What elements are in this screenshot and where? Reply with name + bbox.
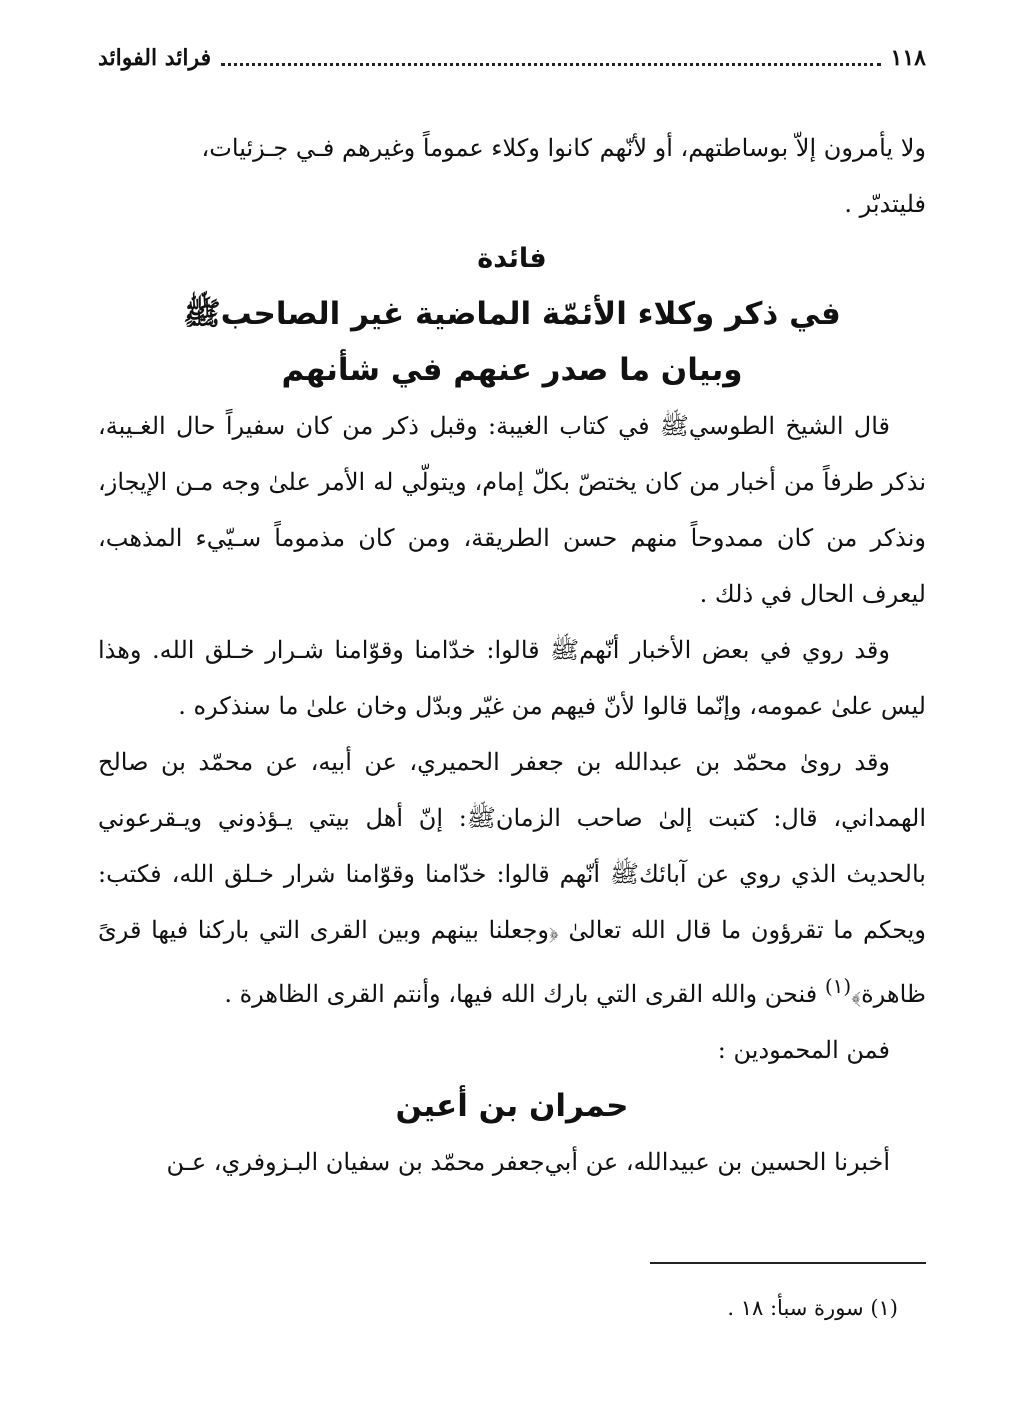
paragraph-tusi: قال الشيخ الطوسي‌ﷺ في كتاب الغيبة: وقبل ذكر من كان سفيراً حال الغـيبة، نذكر طرفاً من أخبار من كان يختصّ بكلّ إمام، ويتولّي له الأمر علىٰ وجه مـن الإيجاز، ونذكر من كان ممدوحاً منهم حسن الطريقة، ومن كان مذموماً سـيّيء المذهب، ليعرف الحال في ذلك . (98, 412, 927, 608)
section-label: فائدة (477, 243, 547, 274)
paragraph-narration: وقد روي في بعض الأخبار أنّهم‌ﷺ قالوا: خدّامنا وقوّامنا شـرار خـلق الله. وهذا ليس علىٰ عمومه، وإنّما قالوا لأنّ فيهم من غيّر وبدّل وخان علىٰ ما سنذكره . (98, 636, 926, 720)
subsection-title: حمران بن أعين (395, 1088, 629, 1124)
section-title-line-2: وبيان ما صدر عنهم في شأنهم (281, 352, 743, 388)
footnote-reference[interactable]: (١) (824, 974, 852, 998)
dot-leader (221, 51, 880, 66)
paragraph-humran: أخبرنا الحسين بن عبيدالله، عن أبي‌جعفر محمّد بن سفيان البـزوفري، عـن (166, 1148, 890, 1176)
footnote: (١) سورة سبأ: ١٨ . (727, 1296, 898, 1320)
page-number: ١١٨ (890, 45, 926, 71)
paragraph-himyari-tail: فنحن والله القرى التي بارك الله فيها، وأنتم القرى الظاهرة . (224, 980, 825, 1008)
praised-intro: فمن المحمودين : (717, 1036, 890, 1064)
footnote-divider (650, 1262, 926, 1264)
running-header (98, 38, 926, 78)
paragraph-himyari-text: وقد روىٰ محمّد بن عبدالله بن جعفر الحميري، عن أبيه، عن محمّد بن صالح الهمداني، قال: كتبت إلىٰ صاحب الزمان‌ﷺ: إنّ أهل بيتي يـؤذوني ويـقرعوني بالحديث الذي روي عن آبائك‌ﷺ أنّهم قالوا: خدّامنا وقوّامنا شرار خـلق الله، فكتب: ويحكم ما تقرؤون ما قال الله تعالىٰ ﴿وجعلنا بينهم وبين القرى التي باركنا فيها قرىً ظاهرة﴾ (98, 748, 926, 1008)
intro-line: ولا يأمرون إلاّ بوساطتهم، أو لأنّهم كانوا وكلاء عموماً وغيرهم فـي جـزئيات، (201, 134, 926, 162)
paragraph-himyari (98, 734, 926, 1022)
intro-line-end: فليتدبّر . (844, 190, 926, 218)
section-title-line-1: في ذكر وكلاء الأئمّة الماضية غير الصاحب‌ﷺ (183, 296, 841, 332)
main-text (98, 120, 926, 1190)
running-book-title: فرائد الفوائد (98, 45, 212, 71)
